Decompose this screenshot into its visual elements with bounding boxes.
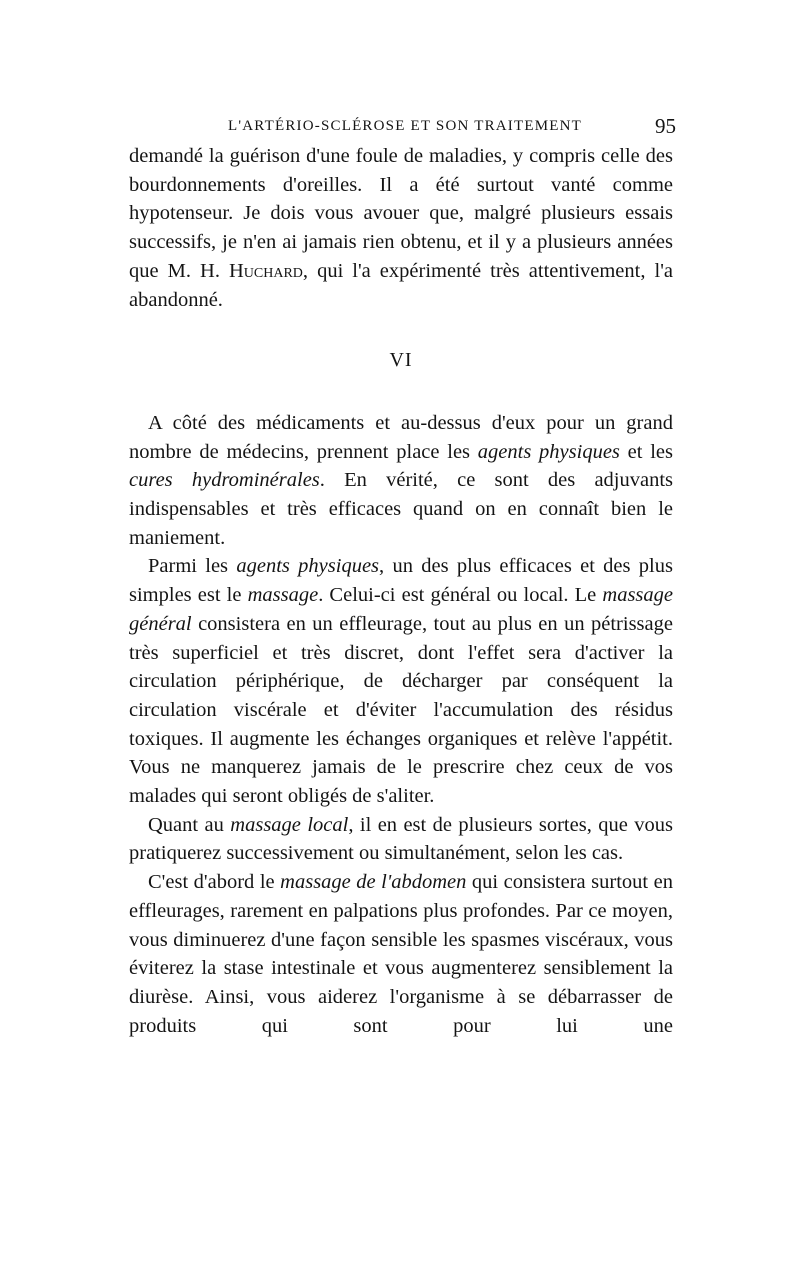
text-run: et les [619, 440, 673, 463]
italic-term: cures hydrominérales [129, 469, 320, 492]
text-run: . Celui-ci est général ou local. Le [318, 584, 603, 607]
author-name: Huchard [228, 259, 303, 282]
running-title: L'ARTÉRIO-SCLÉROSE ET SON TRAITEMENT [228, 118, 583, 134]
italic-term: massage de l'abdomen [280, 871, 467, 894]
text-run: Quant au [148, 813, 231, 836]
italic-term: agents physiques [477, 440, 620, 463]
text-run: C'est d'abord le [148, 871, 281, 894]
text-run: A côté des médicaments et au-dessus d'eux pour un grand nombre de médecins, prennent place les [129, 411, 673, 463]
italic-term: massage local [230, 813, 349, 836]
italic-term: massage général [129, 584, 673, 635]
paragraph [129, 811, 673, 868]
text-run: . En vérité, ce sont des adjuvants indispensables et très efficaces quand on en connaît bien le maniement. [129, 469, 674, 549]
text-run: qui consistera surtout en effleurages, rarement en palpations plus profondes. Par ce moyen, vous diminuerez d'une façon sensible les spasmes viscéraux, vous éviterez la stase intestinale et vous augmenterez sensiblement la diurèse. Ainsi, vous aiderez l'organisme à se débarrasser de produits qui sont pour lui une [129, 871, 673, 1037]
text-run: demandé la guérison d'une foule de maladies, y compris celle des bourdonnements d'oreilles. Il a été surtout vanté comme hypotenseur. Je dois vous avouer que, malgré plusieurs essais successifs, je n'en ai jamais rien obtenu, et il y a plusieurs années que M. H. [129, 145, 673, 282]
paragraph [129, 409, 673, 553]
text-run: Parmi les [148, 555, 237, 578]
italic-term: massage [247, 584, 319, 607]
paragraph-continued [129, 142, 673, 314]
text-run: consistera en un effleurage, tout au plus en un pétrissage très superficiel et très discret, dont l'effet sera d'activer la circulation périphérique, de décharger par conséquent la circulation viscérale et d'éviter l'accumulation des résidus toxiques. Il augmente les échanges organiques et relève l'appétit. Vous ne manquerez jamais de le prescrire chez ceux de vos malades qui seront obligés de s'aliter. [129, 612, 673, 808]
text-run: , qui l'a expérimenté très attentivement, l'a abandonné. [129, 259, 673, 311]
page-header [128, 116, 676, 142]
text-run: , il en est de plusieurs sortes, que vous pratiquerez successivement ou simultanément, selon les cas. [129, 813, 673, 865]
section-heading: VI [389, 349, 413, 372]
page-number: 95 [655, 114, 676, 138]
italic-term: agents physiques [236, 555, 380, 578]
page-body [129, 142, 673, 1040]
paragraph [129, 552, 673, 810]
text-run: , un des plus efficaces et des plus simples est le [129, 555, 673, 607]
paragraph [129, 868, 673, 1040]
